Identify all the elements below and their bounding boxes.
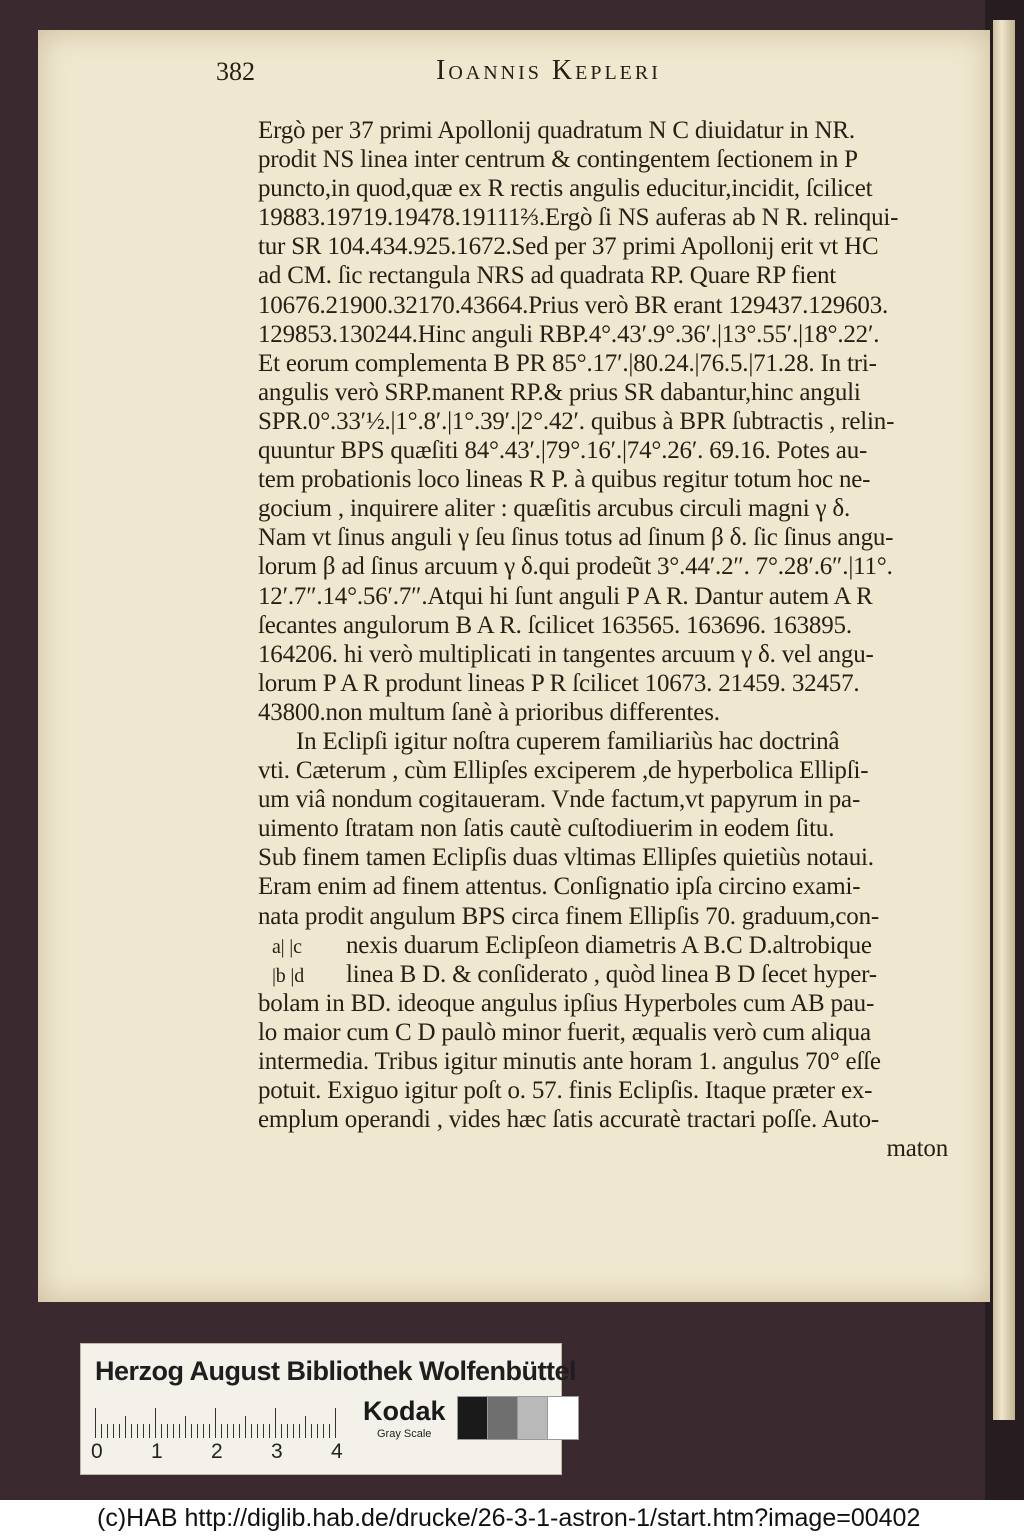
- ruler-scale: [95, 1404, 345, 1438]
- text-line: emplum operandi , vides hæc ſatis accuratè tractari poſſe. Auto-: [258, 1106, 880, 1134]
- ruler-tick: [311, 1424, 312, 1438]
- catchword: maton: [886, 1135, 948, 1163]
- ruler-numbers: [91, 1440, 351, 1466]
- text-line: quuntur BPS quæſiti 84°.43′.|79°.16′.|74°.26′. 69.16. Potes au-: [258, 437, 868, 465]
- text-line: intermedia. Tribus igitur minutis ante horam 1. angulus 70° eſſe: [258, 1048, 881, 1075]
- text-line: 43800.non multum ſanè à prioribus differentes.: [258, 698, 720, 726]
- text-line: Sub finem tamen Eclipſis duas vltimas Ellipſes quietiùs notaui.: [258, 844, 874, 872]
- ruler-tick: [257, 1424, 258, 1438]
- diagram-line-text: linea B D. & conſiderato , quòd linea B D ſecet hyper-: [346, 960, 877, 988]
- text-line: ad CM. ſic rectangula NRS ad quadrata RP. Quare RP fient: [258, 262, 837, 290]
- ruler-tick: [335, 1408, 336, 1438]
- ruler-tick: [233, 1424, 234, 1438]
- paragraph-2: [258, 727, 948, 931]
- text-line: prodit NS linea inter centrum & contingentem ſectionem in P: [258, 146, 858, 174]
- ruler-tick: [95, 1408, 96, 1438]
- page-header: [216, 51, 916, 91]
- gray-swatch: [517, 1396, 549, 1440]
- text-line: gocium , inquirere aliter : quæſitis arcubus circuli magni γ δ.: [258, 495, 851, 523]
- ruler-tick: [131, 1424, 132, 1438]
- ruler-tick: [329, 1424, 330, 1438]
- ruler-tick: [323, 1424, 324, 1438]
- ruler-tick: [281, 1424, 282, 1438]
- ruler-tick: [245, 1416, 246, 1438]
- running-head: Ioannis Kepleri: [436, 55, 661, 86]
- ruler-tick: [203, 1424, 204, 1438]
- ruler-tick: [197, 1424, 198, 1438]
- ruler-tick: [155, 1408, 156, 1438]
- ruler-tick: [269, 1424, 270, 1438]
- ruler-tick: [287, 1424, 288, 1438]
- ruler-tick: [317, 1424, 318, 1438]
- diagram-marks: |b |d: [272, 964, 305, 987]
- text-line: tem probationis loco lineas R P. à quibus regitur totum hoc ne-: [258, 466, 871, 494]
- ruler-tick: [149, 1424, 150, 1438]
- ruler-number: 1: [151, 1440, 163, 1463]
- ruler-tick: [101, 1424, 102, 1438]
- text-line: bolam in BD. ideoque angulus ipſius Hyperboles cum AB pau-: [258, 989, 875, 1017]
- ruler-tick: [137, 1424, 138, 1438]
- text-line: lorum β ad ſinus arcuum γ δ.qui prodeũt 3°.44′.2″. 7°.28′.6″.|11°.: [258, 553, 893, 581]
- page-text: [258, 116, 948, 1163]
- ruler-tick: [239, 1424, 240, 1438]
- ruler-tick: [275, 1408, 276, 1438]
- ruler-tick: [251, 1424, 252, 1438]
- color-calibration-card: [80, 1343, 576, 1475]
- text-line: lorum P A R produnt lineas P R ſcilicet 10673. 21459. 32457.: [258, 669, 860, 697]
- ruler-tick: [191, 1424, 192, 1438]
- ruler-number: 0: [91, 1440, 103, 1463]
- book-edge: [985, 0, 1024, 1500]
- ruler-tick: [305, 1416, 306, 1438]
- ruler-tick: [215, 1408, 216, 1438]
- paragraph-3: [258, 989, 948, 1134]
- ruler-tick: [113, 1424, 114, 1438]
- ruler-tick: [227, 1424, 228, 1438]
- page-edge-sliver: [993, 20, 1015, 1420]
- ruler-number: 3: [271, 1440, 283, 1463]
- text-line: lo maior cum C D paulò minor fuerit, æqualis verò cum aliqua: [258, 1018, 871, 1046]
- text-line: SPR.0°.33′½.|1°.8′.|1°.39′.|2°.42′. quibus à BPR ſubtractis , relin-: [258, 407, 895, 435]
- ruler-tick: [167, 1424, 168, 1438]
- ruler-tick: [221, 1424, 222, 1438]
- text-line: ſecantes angulorum B A R. ſcilicet 163565. 163696. 163895.: [258, 611, 852, 639]
- text-line: puncto,in quod,quæ ex R rectis angulis educitur,incidit, ſcilicet: [258, 175, 873, 203]
- ruler-tick: [173, 1424, 174, 1438]
- text-line: um viâ nondum cogitaueram. Vnde factum,vt papyrum in pa-: [258, 786, 861, 814]
- text-line: nata prodit angulum BPS circa finem Ellipſis 70. graduum,con-: [258, 902, 880, 930]
- text-line: 12′.7″.14°.56′.7″.Atqui hi ſunt anguli P A R. Dantur autem A R: [258, 582, 873, 610]
- gray-swatch: [487, 1396, 519, 1440]
- text-line: 10676.21900.32170.43664.Prius verò BR erant 129437.129603.: [258, 291, 889, 319]
- ruler-tick: [299, 1424, 300, 1438]
- text-line: potuit. Exiguo igitur poſt o. 57. finis Eclipſis. Itaque præter ex-: [258, 1077, 873, 1105]
- kodak-logo: Kodak: [363, 1396, 446, 1426]
- ruler-tick: [185, 1416, 186, 1438]
- diagram-lines: [258, 931, 948, 989]
- footer-url: (c)HAB http://diglib.hab.de/drucke/26-3-1-astron-1/start.htm?image=00402: [97, 1504, 921, 1532]
- ruler-tick: [179, 1424, 180, 1438]
- text-line: Eram enim ad finem attentus. Conſignatio ipſa circino exami-: [258, 873, 861, 901]
- diagram-text-line: [258, 931, 948, 960]
- text-line: tur SR 104.434.925.1672.Sed per 37 primi Apollonij erit vt HC: [258, 233, 879, 261]
- footer-bar: [0, 1500, 1024, 1537]
- text-line: 129853.130244.Hinc anguli RBP.4°.43′.9°.36′.|13°.55′.|18°.22′.: [258, 320, 880, 348]
- card-title: Herzog August Bibliothek Wolfenbüttel: [95, 1356, 576, 1386]
- paragraph-1: [258, 116, 948, 727]
- ruler-tick: [161, 1424, 162, 1438]
- text-line: In Eclipſi igitur noſtra cuperem familiariùs hac doctrinâ: [296, 727, 840, 755]
- gray-swatch: [457, 1396, 489, 1440]
- text-line: 19883.19719.19478.19111⅔.Ergò ſi NS auferas ab N R. relinqui-: [258, 204, 899, 232]
- ruler-tick: [209, 1424, 210, 1438]
- ruler-tick: [143, 1424, 144, 1438]
- ruler-number: 4: [331, 1440, 343, 1463]
- text-line: vti. Cæterum , cùm Ellipſes exciperem ,de hyperbolica Ellipſi-: [258, 757, 869, 785]
- text-line: 164206. hi verò multiplicati in tangentes arcuum γ δ. vel angu-: [258, 640, 874, 668]
- text-line: Ergò per 37 primi Apollonij quadratum N C diuidatur in NR.: [258, 117, 855, 144]
- ruler-tick: [125, 1416, 126, 1438]
- page-number: 382: [216, 57, 255, 86]
- diagram-text-line: [258, 960, 948, 989]
- ruler-tick: [263, 1424, 264, 1438]
- text-line: angulis verò SRP.manent RP.& prius SR dabantur,hinc anguli: [258, 378, 861, 406]
- text-line: Et eorum complementa B PR 85°.17′.|80.24.|76.5.|71.28. In tri-: [258, 349, 877, 377]
- ruler-number: 2: [211, 1440, 223, 1463]
- text-line: Nam vt ſinus anguli γ ſeu ſinus totus ad ſinum β δ. ſic ſinus angu-: [258, 524, 894, 552]
- gray-swatch: [547, 1396, 579, 1440]
- ruler-tick: [293, 1424, 294, 1438]
- text-line: uimento ſtratam non ſatis cautè cuſtodiuerim in eodem ſitu.: [258, 815, 835, 843]
- diagram-marks: a| |c: [272, 935, 302, 958]
- diagram-line-text: nexis duarum Eclipſeon diametris A B.C D.altrobique: [346, 931, 872, 959]
- gray-scale-label: Gray Scale: [377, 1428, 432, 1440]
- ruler-tick: [119, 1424, 120, 1438]
- ruler-tick: [107, 1424, 108, 1438]
